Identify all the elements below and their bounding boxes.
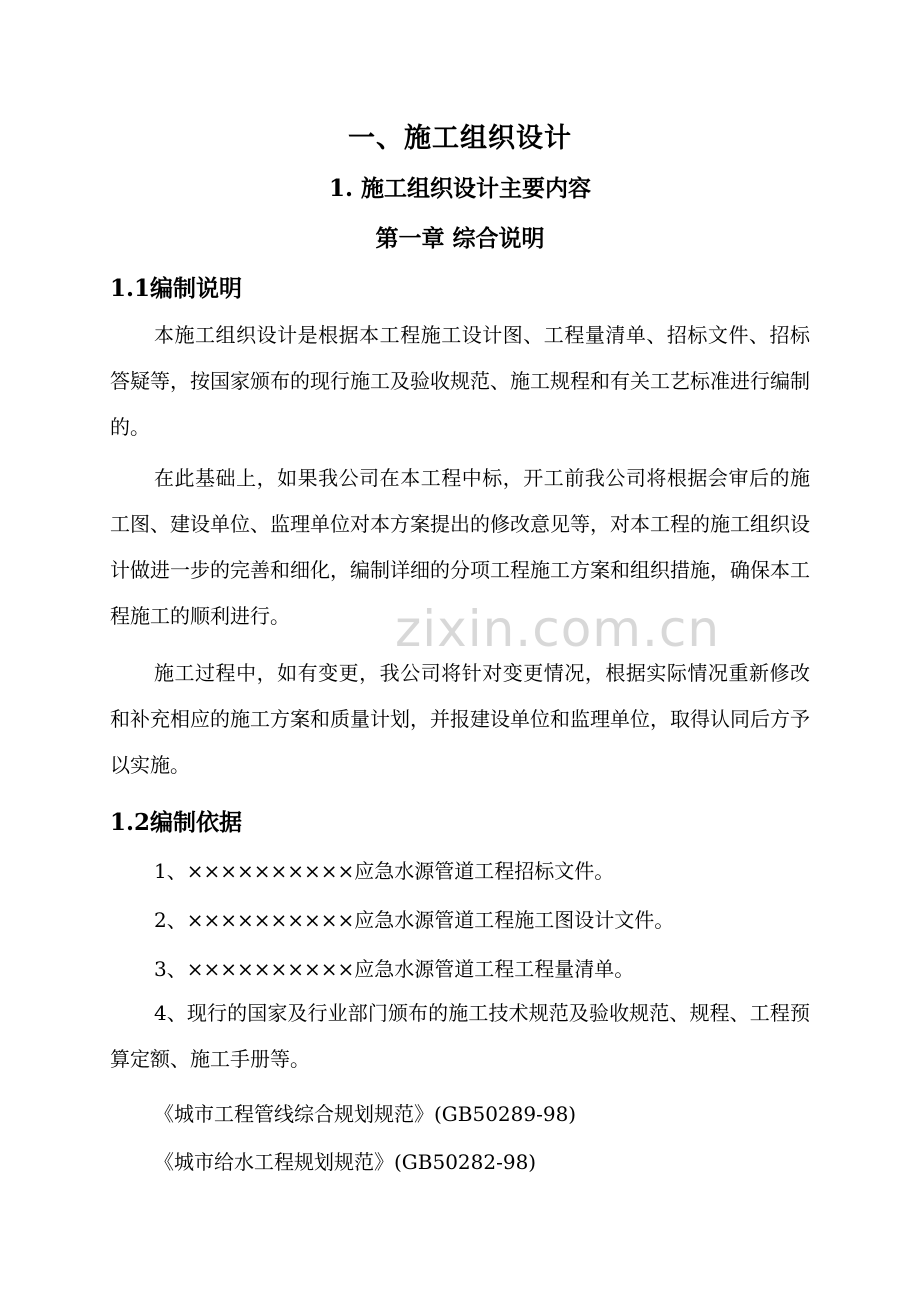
section-heading-1-1: 1.1编制说明 bbox=[110, 275, 243, 302]
paragraph: 施工过程中，如有变更，我公司将针对变更情况，根据实际情况重新修改和补充相应的施工方案和质量计划，并报建设单位和监理单位，取得认同后方予以实施。 bbox=[110, 661, 810, 777]
standard-reference: 《城市给水工程规划规范》(GB50282-98) bbox=[154, 1150, 537, 1174]
document-subtitle: 1. 施工组织设计主要内容 bbox=[328, 175, 592, 202]
paragraph: 本施工组织设计是根据本工程施工设计图、工程量清单、招标文件、招标答疑等，按国家颁布的现行施工及验收规范、施工规程和有关工艺标准进行编制的。 bbox=[110, 323, 810, 439]
basis-list-item: 4、现行的国家及行业部门颁布的施工技术规范及验收规范、规程、工程预算定额、施工手册等。 bbox=[110, 1001, 810, 1071]
watermark: zixin.com.cn bbox=[395, 600, 721, 658]
standard-reference: 《城市工程管线综合规划规范》(GB50289-98) bbox=[154, 1102, 577, 1126]
basis-list-item: 2、××××××××××应急水源管道工程施工图设计文件。 bbox=[154, 908, 675, 932]
document-title: 一、施工组织设计 bbox=[348, 123, 572, 154]
chapter-heading: 第一章 综合说明 bbox=[375, 225, 545, 252]
basis-list-item: 1、××××××××××应急水源管道工程招标文件。 bbox=[154, 859, 615, 883]
basis-list-item: 3、××××××××××应急水源管道工程工程量清单。 bbox=[154, 957, 635, 981]
paragraph: 在此基础上，如果我公司在本工程中标，开工前我公司将根据会审后的施工图、建设单位、监理单位对本方案提出的修改意见等，对本工程的施工组织设计做进一步的完善和细化，编制详细的分项工程施工方案和组织措施，确保本工程施工的顺利进行。 bbox=[110, 466, 810, 628]
section-heading-1-2: 1.2编制依据 bbox=[110, 809, 243, 836]
